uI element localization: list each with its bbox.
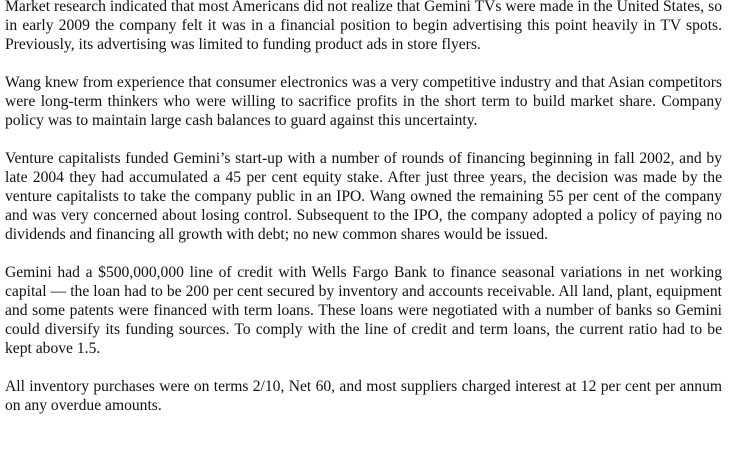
paragraph-competition: Wang knew from experience that consumer electronics was a very competitive industry and that Asian competitors were long-term thinkers who were willing to sacrifice profits in the short term to build market share. Company policy was to maintain large cash balances to guard against this uncertainty. (5, 74, 722, 129)
paragraph-venture-capital: Venture capitalists funded Gemini’s start-up with a number of rounds of financing beginning in fall 2002, and by late 2004 they had accumulated a 45 per cent equity stake. After just three years, the decision was made by the venture capitalists to take the company public in an IPO. Wang owned the remaining 55 per cent of the company and was very concerned about losing control. Subsequent to the IPO, the company adopted a policy of paying no dividends and financing all growth with debt; no new common shares would be issued. (5, 150, 722, 243)
paragraph-market-research: Market research indicated that most Americans did not realize that Gemini TVs were made in the United States, so in early 2009 the company felt it was in a financial position to begin advertising this point heavily in TV spots. Previously, its advertising was limited to funding product ads in store flyers. (5, 0, 722, 53)
paragraph-inventory-terms: All inventory purchases were on terms 2/10, Net 60, and most suppliers charged interest at 12 per cent per annum on any overdue amounts. (5, 378, 722, 414)
document-body (5, 0, 722, 415)
paragraph-line-of-credit: Gemini had a $500,000,000 line of credit with Wells Fargo Bank to finance seasonal variations in net working capital — the loan had to be 200 per cent secured by inventory and accounts receivable. All land, plant, equipment and some patents were financed with term loans. These loans were negotiated with a number of banks so Gemini could diversify its funding sources. To comply with the line of credit and term loans, the current ratio had to be kept above 1.5. (5, 264, 722, 357)
